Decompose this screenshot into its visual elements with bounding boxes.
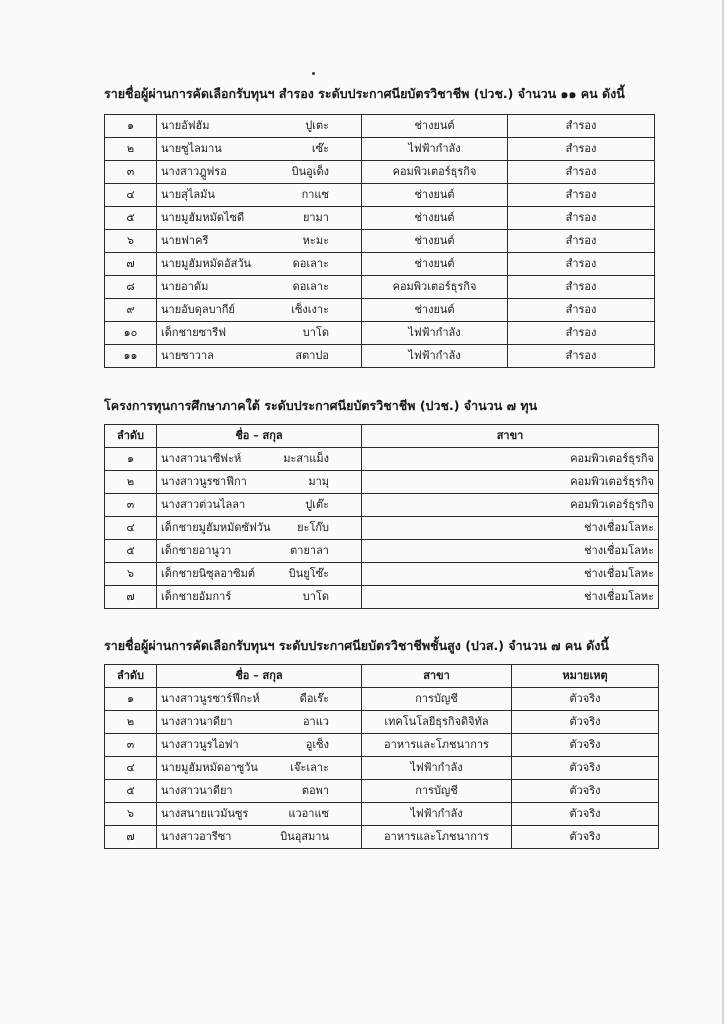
- cell-no: ๘: [105, 276, 157, 299]
- ink-dot: [312, 72, 315, 75]
- first-name: เด็กชายอัมการ์: [161, 590, 232, 603]
- cell-no: ๗: [105, 253, 157, 276]
- last-name: มะสาแม็ง: [283, 452, 329, 465]
- cell-no: ๓: [105, 734, 157, 757]
- reserve-vocational-table: [104, 114, 655, 368]
- cell-name: [157, 115, 362, 138]
- cell-note: สำรอง: [508, 161, 655, 184]
- section1-title: รายชื่อผู้ผ่านการคัดเลือกรับทุนฯ สำรอง ระดับประกาศนียบัตรวิชาชีพ (ปวช.) จำนวน ๑๑ คน ดังนี้: [104, 86, 625, 101]
- table-row: [105, 826, 659, 849]
- table-row: [105, 184, 655, 207]
- cell-name: [157, 780, 362, 803]
- table-row: [105, 230, 655, 253]
- cell-major: ช่างเชื่อมโลหะ: [362, 586, 659, 609]
- table-row: [105, 345, 655, 368]
- cell-major: คอมพิวเตอร์ธุรกิจ: [362, 494, 659, 517]
- header-row: [105, 425, 659, 448]
- table-row: [105, 586, 659, 609]
- first-name: นางสาวนาซีฟะห์: [161, 452, 242, 465]
- cell-major: การบัญชี: [362, 780, 512, 803]
- cell-no: ๑: [105, 688, 157, 711]
- first-name: นางสาวนาดียา: [161, 784, 233, 797]
- table-row: [105, 138, 655, 161]
- cell-name: [157, 688, 362, 711]
- table-row: [105, 540, 659, 563]
- last-name: ยะโก๊บ: [297, 521, 329, 534]
- header-name: ชื่อ – สกุล: [157, 665, 362, 688]
- first-name: เด็กชายซารีฟ: [161, 326, 226, 339]
- cell-note: สำรอง: [508, 115, 655, 138]
- cell-no: ๕: [105, 207, 157, 230]
- header-major: สาขา: [362, 425, 659, 448]
- cell-name: [157, 826, 362, 849]
- last-name: ตายาลา: [290, 544, 329, 557]
- last-name: บินอูเด็ง: [291, 165, 329, 178]
- table-header: [105, 425, 659, 448]
- table-row: [105, 517, 659, 540]
- cell-name: [157, 803, 362, 826]
- last-name: ยามา: [302, 211, 329, 224]
- cell-no: ๔: [105, 184, 157, 207]
- table-row: [105, 803, 659, 826]
- first-name: นางสาวต่วนไลลา: [161, 498, 246, 511]
- cell-major: คอมพิวเตอร์ธุรกิจ: [362, 448, 659, 471]
- cell-major: คอมพิวเตอร์ธุรกิจ: [362, 471, 659, 494]
- first-name: เด็กชายมูฮัมหมัดซัฟวัน: [161, 521, 271, 534]
- last-name: สตาปอ: [295, 349, 329, 362]
- first-name: นายฟาครี: [161, 234, 209, 247]
- last-name: เซ็งเงาะ: [291, 303, 329, 316]
- cell-major: ช่างเชื่อมโลหะ: [362, 563, 659, 586]
- last-name: เซ๊ะ: [311, 142, 329, 155]
- first-name: นายมูฮัมหมัดอาซูวัน: [161, 761, 258, 774]
- cell-no: ๔: [105, 757, 157, 780]
- cell-note: สำรอง: [508, 184, 655, 207]
- table-row: [105, 322, 655, 345]
- header-name: ชื่อ – สกุล: [157, 425, 362, 448]
- cell-major: ไฟฟ้ากำลัง: [362, 138, 508, 161]
- table-body: [105, 115, 655, 368]
- last-name: บินอุสมาน: [280, 830, 329, 843]
- cell-major: ไฟฟ้ากำลัง: [362, 803, 512, 826]
- cell-no: ๑: [105, 448, 157, 471]
- cell-note: สำรอง: [508, 138, 655, 161]
- cell-note: ตัวจริง: [512, 780, 659, 803]
- table-row: [105, 688, 659, 711]
- cell-name: [157, 138, 362, 161]
- table-row: [105, 471, 659, 494]
- cell-major: การบัญชี: [362, 688, 512, 711]
- table-row: [105, 253, 655, 276]
- last-name: มามุ: [308, 475, 329, 488]
- first-name: เด็กชายอานูวา: [161, 544, 232, 557]
- first-name: นายสุไลมัน: [161, 188, 215, 201]
- table-body: [105, 448, 659, 609]
- cell-no: ๗: [105, 586, 157, 609]
- header-major: สาขา: [362, 665, 512, 688]
- cell-name: [157, 734, 362, 757]
- cell-note: สำรอง: [508, 322, 655, 345]
- cell-major: ช่างเชื่อมโลหะ: [362, 540, 659, 563]
- cell-major: เทคโนโลยีธุรกิจดิจิทัล: [362, 711, 512, 734]
- cell-no: ๑: [105, 115, 157, 138]
- cell-major: ช่างยนต์: [362, 207, 508, 230]
- cell-no: ๓: [105, 494, 157, 517]
- last-name: บาโด: [302, 326, 329, 339]
- cell-name: [157, 207, 362, 230]
- cell-name: [157, 711, 362, 734]
- cell-note: สำรอง: [508, 299, 655, 322]
- cell-no: ๒: [105, 138, 157, 161]
- cell-note: ตัวจริง: [512, 711, 659, 734]
- cell-name: [157, 276, 362, 299]
- first-name: นายอาดัม: [161, 280, 209, 293]
- cell-major: ช่างยนต์: [362, 184, 508, 207]
- table-row: [105, 494, 659, 517]
- cell-name: [157, 563, 362, 586]
- cell-note: สำรอง: [508, 207, 655, 230]
- first-name: นายอับดุลบากีย์: [161, 303, 235, 316]
- section2-title: โครงการทุนการศึกษาภาคใต้ ระดับประกาศนียบัตรวิชาชีพ (ปวช.) จำนวน ๗ ทุน: [104, 398, 538, 413]
- last-name: เจ๊ะเลาะ: [290, 761, 329, 774]
- cell-note: ตัวจริง: [512, 803, 659, 826]
- table-row: [105, 115, 655, 138]
- cell-note: ตัวจริง: [512, 734, 659, 757]
- first-name: นางสาวนูรซาฟีกา: [161, 475, 247, 488]
- cell-no: ๕: [105, 540, 157, 563]
- table-body: [105, 688, 659, 849]
- cell-note: สำรอง: [508, 230, 655, 253]
- table-row: [105, 734, 659, 757]
- cell-major: ช่างยนต์: [362, 253, 508, 276]
- header-note: หมายเหตุ: [512, 665, 659, 688]
- cell-major: ช่างยนต์: [362, 230, 508, 253]
- table-row: [105, 207, 655, 230]
- first-name: นางสาวอารีซา: [161, 830, 232, 843]
- last-name: ปูเต๊ะ: [305, 498, 329, 511]
- cell-name: [157, 322, 362, 345]
- cell-major: คอมพิวเตอร์ธุรกิจ: [362, 276, 508, 299]
- cell-major: ช่างเชื่อมโลหะ: [362, 517, 659, 540]
- cell-major: อาหารและโภชนาการ: [362, 734, 512, 757]
- table-row: [105, 757, 659, 780]
- last-name: แวอาแซ: [288, 807, 329, 820]
- first-name: นายมูฮัมหมัดอัสวัน: [161, 257, 252, 270]
- first-name: นางสนายแวมันซูร: [161, 807, 249, 820]
- first-name: นายมูฮัมหมัดไซดี: [161, 211, 245, 224]
- cell-major: ช่างยนต์: [362, 299, 508, 322]
- first-name: นายซาวาล: [161, 349, 214, 362]
- first-name: นายอัฟฮัม: [161, 119, 210, 132]
- table-row: [105, 780, 659, 803]
- cell-no: ๑๑: [105, 345, 157, 368]
- last-name: กาแซ: [301, 188, 329, 201]
- first-name: นางสาวนูรซาร์ฟีกะห์: [161, 692, 260, 705]
- last-name: ดอเลาะ: [292, 280, 329, 293]
- header-no: ลำดับ: [105, 425, 157, 448]
- cell-no: ๒: [105, 711, 157, 734]
- cell-name: [157, 253, 362, 276]
- header-row: [105, 665, 659, 688]
- cell-name: [157, 494, 362, 517]
- table-row: [105, 711, 659, 734]
- cell-no: ๔: [105, 517, 157, 540]
- cell-no: ๒: [105, 471, 157, 494]
- cell-major: อาหารและโภชนาการ: [362, 826, 512, 849]
- header-no: ลำดับ: [105, 665, 157, 688]
- last-name: อูเซ็ง: [305, 738, 329, 751]
- cell-no: ๓: [105, 161, 157, 184]
- higher-vocational-table: [104, 664, 659, 849]
- last-name: บาโด: [302, 590, 329, 603]
- cell-name: [157, 448, 362, 471]
- cell-note: ตัวจริง: [512, 757, 659, 780]
- table-row: [105, 563, 659, 586]
- last-name: ปูเตะ: [305, 119, 329, 132]
- cell-no: ๖: [105, 230, 157, 253]
- cell-note: ตัวจริง: [512, 688, 659, 711]
- southern-scholarship-table: [104, 424, 659, 609]
- cell-note: สำรอง: [508, 345, 655, 368]
- last-name: ดอเลาะ: [292, 257, 329, 270]
- table-row: [105, 299, 655, 322]
- last-name: ดือเร๊ะ: [299, 692, 329, 705]
- cell-major: ไฟฟ้ากำลัง: [362, 322, 508, 345]
- cell-name: [157, 161, 362, 184]
- cell-no: ๖: [105, 563, 157, 586]
- cell-name: [157, 757, 362, 780]
- cell-note: ตัวจริง: [512, 826, 659, 849]
- first-name: นางสาวฎูฟรอ: [161, 165, 227, 178]
- cell-name: [157, 345, 362, 368]
- cell-major: ไฟฟ้ากำลัง: [362, 345, 508, 368]
- table-row: [105, 276, 655, 299]
- cell-major: คอมพิวเตอร์ธุรกิจ: [362, 161, 508, 184]
- cell-no: ๕: [105, 780, 157, 803]
- first-name: นายซูไลมาน: [161, 142, 222, 155]
- cell-no: ๖: [105, 803, 157, 826]
- last-name: บินยูโซ๊ะ: [288, 567, 329, 580]
- cell-name: [157, 299, 362, 322]
- cell-note: สำรอง: [508, 253, 655, 276]
- table-header: [105, 665, 659, 688]
- cell-note: สำรอง: [508, 276, 655, 299]
- cell-major: ไฟฟ้ากำลัง: [362, 757, 512, 780]
- last-name: ตอพา: [301, 784, 329, 797]
- first-name: นางสาวนาดียา: [161, 715, 233, 728]
- cell-no: ๑๐: [105, 322, 157, 345]
- section3-title: รายชื่อผู้ผ่านการคัดเลือกรับทุนฯ ระดับประกาศนียบัตรวิชาชีพชั้นสูง (ปวส.) จำนวน ๗ คน ดังนี้: [104, 638, 609, 653]
- cell-name: [157, 471, 362, 494]
- cell-no: ๗: [105, 826, 157, 849]
- table-row: [105, 161, 655, 184]
- cell-name: [157, 540, 362, 563]
- last-name: อาแว: [302, 715, 329, 728]
- cell-name: [157, 184, 362, 207]
- first-name: เด็กชายนิซุลอาซิมต์: [161, 567, 256, 580]
- cell-major: ช่างยนต์: [362, 115, 508, 138]
- first-name: นางสาวนูรไอฟา: [161, 738, 239, 751]
- last-name: หะมะ: [302, 234, 329, 247]
- cell-name: [157, 586, 362, 609]
- cell-name: [157, 230, 362, 253]
- cell-no: ๙: [105, 299, 157, 322]
- cell-name: [157, 517, 362, 540]
- table-row: [105, 448, 659, 471]
